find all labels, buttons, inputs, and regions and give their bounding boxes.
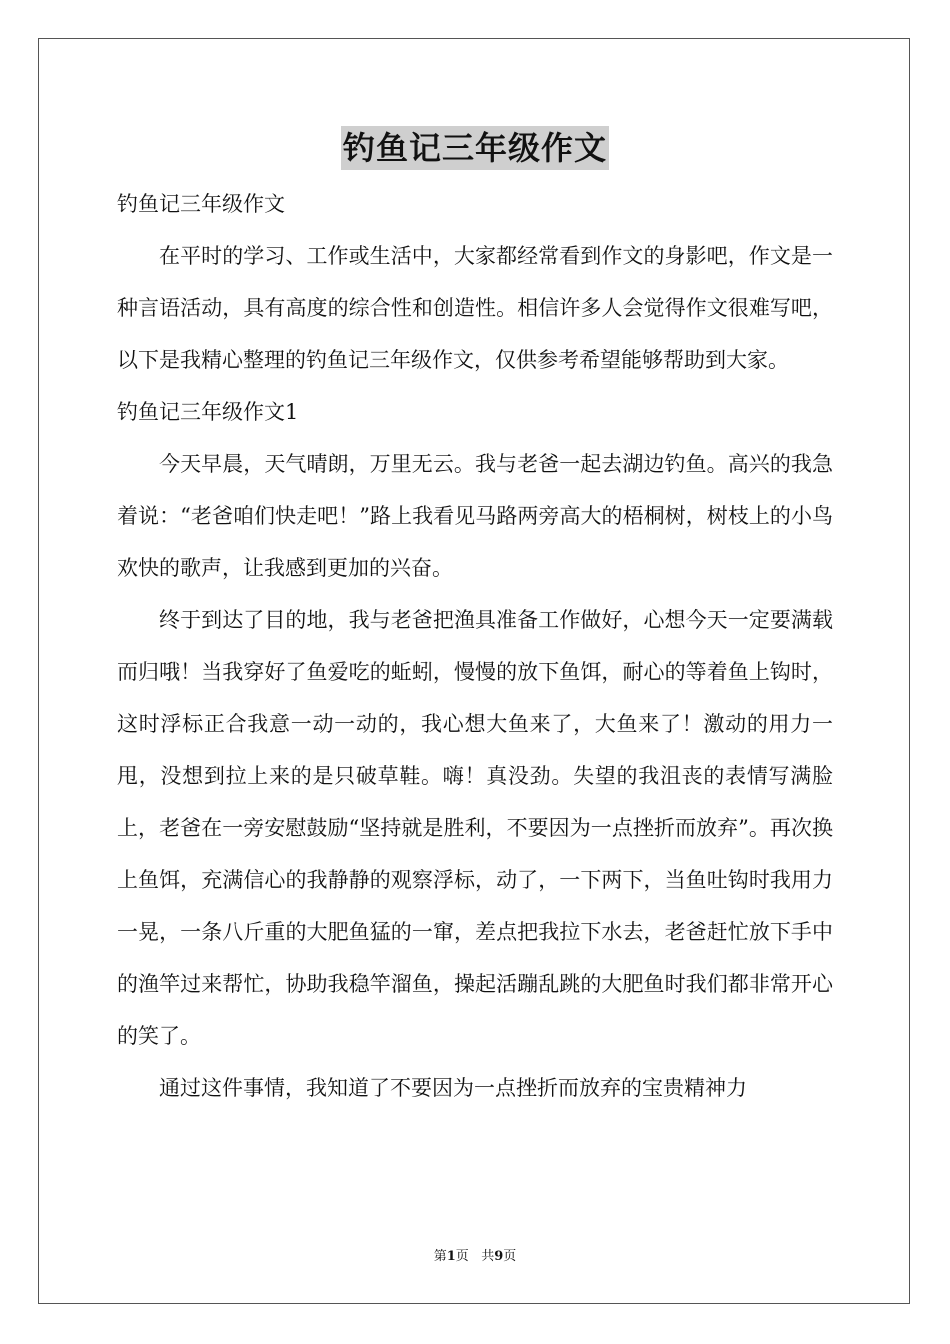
body-paragraph: 通过这件事情，我知道了不要因为一点挫折而放弃的宝贵精神力 bbox=[159, 1076, 747, 1100]
section-heading: 钓鱼记三年级作文1 bbox=[117, 400, 299, 424]
footer-page-suffix: 页 bbox=[455, 1249, 469, 1264]
footer-total-pages: 9 bbox=[494, 1249, 504, 1264]
page-footer bbox=[0, 1245, 950, 1264]
body-paragraph: 终于到达了目的地，我与老爸把渔具准备工作做好，心想今天一定要满载而归哦！当我穿好了鱼爱吃的蚯蚓，慢慢的放下鱼饵，耐心的等着鱼上钩时，这时浮标正合我意一动一动的，我心想大鱼来了，大鱼来了！激动的用力一甩，没想到拉上来的是只破草鞋。嗨！真没劲。失望的我沮丧的表情写满脸上，老爸在一旁安慰鼓励“坚持就是胜利，不要因为一点挫折而放弃”。再次换上鱼饵，充满信心的我静静的观察浮标，动了，一下两下，当鱼吐钩时我用力一晃，一条八斤重的大肥鱼猛的一窜，差点把我拉下水去，老爸赶忙放下手中的渔竿过来帮忙，协助我稳竿溜鱼，操起活蹦乱跳的大肥鱼时我们都非常开心的笑了。 bbox=[117, 608, 833, 1048]
title-block bbox=[0, 126, 950, 170]
footer-page-number: 1 bbox=[446, 1249, 456, 1264]
footer-total-prefix: 共 bbox=[481, 1249, 495, 1264]
footer-total-suffix: 页 bbox=[503, 1249, 517, 1264]
intro-paragraph: 在平时的学习、工作或生活中，大家都经常看到作文的身影吧，作文是一种言语活动，具有高度的综合性和创造性。相信许多人会觉得作文很难写吧，以下是我精心整理的钓鱼记三年级作文，仅供参考希望能够帮助到大家。 bbox=[117, 244, 833, 372]
subtitle: 钓鱼记三年级作文 bbox=[117, 192, 285, 216]
body-paragraph: 今天早晨，天气晴朗，万里无云。我与老爸一起去湖边钓鱼。高兴的我急着说：“老爸咱们快走吧！”路上我看见马路两旁高大的梧桐树，树枝上的小鸟欢快的歌声，让我感到更加的兴奋。 bbox=[117, 452, 833, 580]
footer-prefix: 第 bbox=[433, 1249, 447, 1264]
document-title: 钓鱼记三年级作文 bbox=[341, 126, 609, 170]
document-body bbox=[117, 178, 833, 1114]
